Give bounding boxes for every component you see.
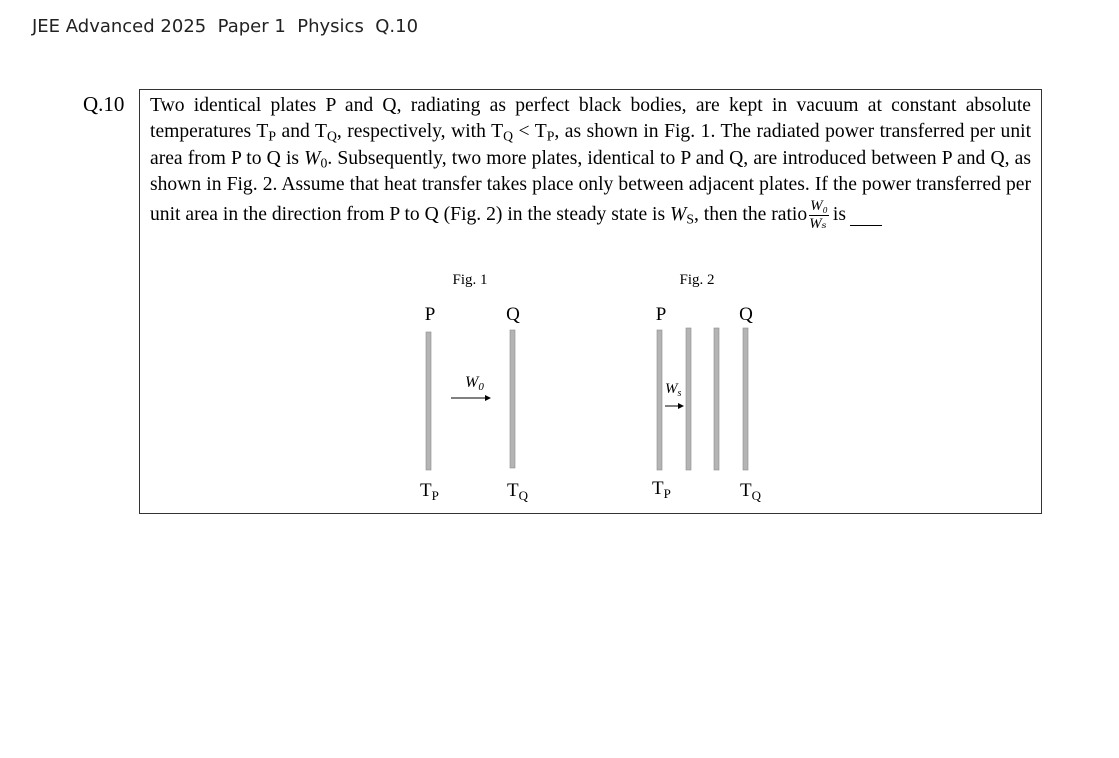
fig2-temp-P: $T_P$ (652, 478, 671, 501)
symbol-W: W (670, 203, 687, 225)
fig2-flow-label: $W_s$ (665, 381, 682, 399)
subscript-Q: Q (503, 128, 513, 144)
fig2-temp-Q: $T_Q$ (740, 480, 761, 503)
question-text-part: , as shown in Fig. 1. The radiated power transferred per unit area from P to Q is (150, 121, 1032, 169)
fig1-caption: Fig. 1 (452, 272, 488, 288)
fig1-temp-Q: $T_Q$ (507, 480, 528, 503)
answer-blank (850, 207, 882, 226)
subscript-Q: Q (326, 128, 337, 144)
question-text-part: is (832, 203, 846, 225)
fig1-flow-label: W0 (465, 374, 484, 393)
subscript-P: P (546, 128, 555, 144)
symbol-W: W (304, 147, 321, 169)
question-text-part: , then the ratio (694, 203, 808, 225)
question-text (150, 93, 1031, 232)
fig2-caption: Fig. 2 (679, 272, 715, 288)
fig1-temp-P: $T_P$ (420, 480, 439, 503)
fig1-plate-label-P: P (424, 304, 436, 325)
question-text-part: and T (275, 121, 327, 143)
fraction-numerator: W₀ (810, 197, 828, 214)
question-text-part: , respectively, with T (336, 121, 504, 143)
ratio-fraction (809, 199, 829, 232)
subscript-S: S (686, 211, 694, 227)
question-text-part: < T (513, 121, 547, 143)
subscript-0: 0 (320, 155, 328, 171)
fraction-denominator: Wₛ (809, 215, 827, 232)
fig2-plate-label-Q: Q (739, 304, 753, 325)
subscript-P: P (268, 128, 276, 144)
fig2-plate-label-P: P (655, 304, 667, 325)
question-number: Q.10 (83, 92, 125, 116)
fig1-plate-label-Q: Q (506, 304, 520, 325)
page-header: JEE Advanced 2025 Paper 1 Physics Q.10 (32, 16, 419, 37)
question-text-part: Two identical plates P and Q, radiating as perfect black bodies, are kept in vacuum at constant absolute temperatures T (150, 95, 1031, 143)
question-text-part: . Subsequently, two more plates, identical to P and Q, are introduced between P and Q, as shown in Fig. 2. Assume that heat transfer takes place only between adjacent plates. If the power transferred per unit area in the direction from P to Q (Fig. 2) in the steady state is (150, 147, 1031, 225)
